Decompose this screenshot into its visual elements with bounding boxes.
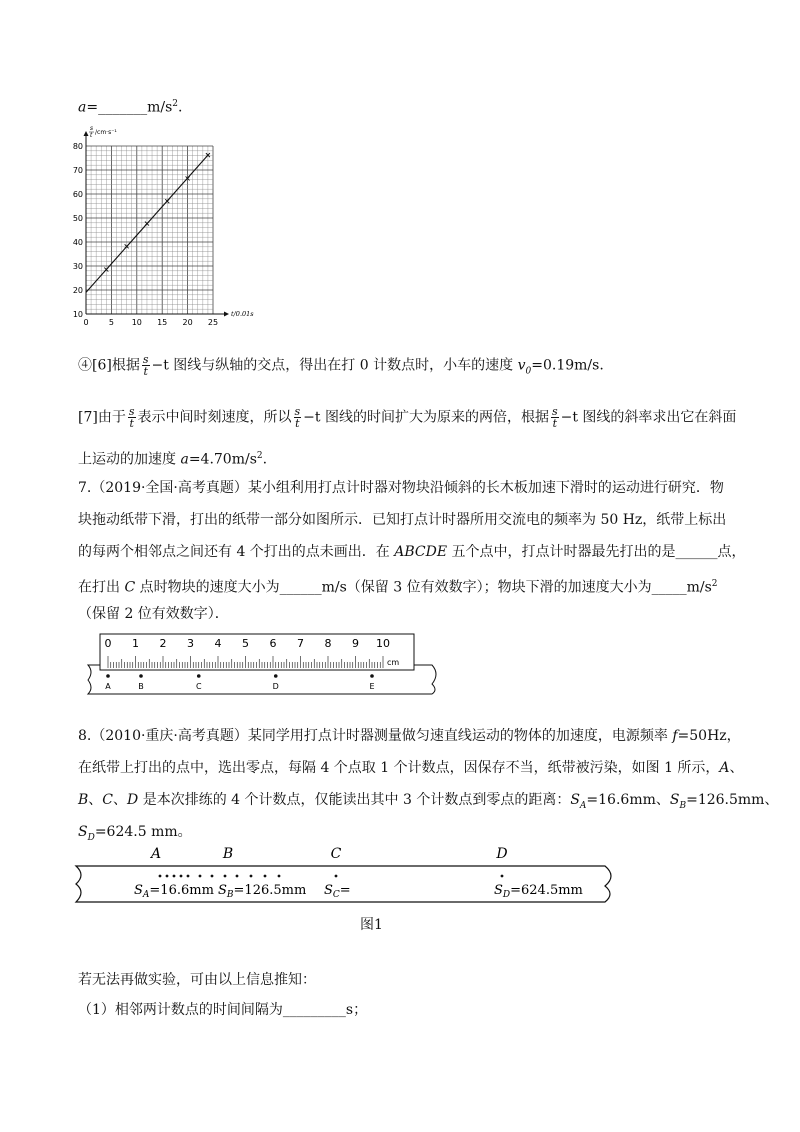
ruler-number: 1: [132, 637, 139, 650]
answer-6: [78, 354, 604, 381]
tape-dot-label: D: [272, 682, 279, 691]
accel-var: a=: [78, 99, 99, 116]
tape-dot: [370, 674, 374, 678]
x-tick-label: 15: [157, 318, 168, 327]
q8-l3f: 是本次排练的 4 个计数点，仅能读出其中 3 个计数点到零点的距离：: [138, 792, 571, 808]
a7-sup: 2: [256, 451, 263, 461]
s-over-t-fraction: [142, 354, 150, 377]
x-tick-label: 0: [83, 318, 89, 327]
answer-7-line1: [78, 406, 736, 429]
s-over-t-fraction: [128, 406, 136, 429]
tape-dot: [236, 875, 239, 878]
tape-dot: [139, 674, 143, 678]
y-tick-label: 10: [72, 310, 83, 319]
tape-point-label: A: [150, 846, 162, 862]
a7-c: −t 图线的时间扩大为原来的两倍，根据: [303, 409, 549, 426]
tape-point-label: B: [222, 846, 234, 862]
ruler-unit: cm: [387, 658, 400, 667]
q7-line5: （保留 2 位有效数字）．: [78, 606, 229, 622]
y-axis-arrow: [84, 131, 89, 136]
tape-dot: [187, 875, 190, 878]
ruler-tape-figure: [86, 632, 446, 696]
frac-num: s: [551, 405, 558, 418]
q7-blank-1: ______: [675, 544, 718, 560]
velocity-sub: 0: [525, 366, 532, 377]
frac-den: t: [552, 417, 557, 430]
tape-figure-1: [70, 844, 620, 908]
q7-points: ABCDE: [394, 544, 448, 560]
a7-l2a: 上运动的加速度: [78, 451, 181, 468]
answer-6-text: −t 图线与纵轴的交点，得出在打 0 计数点时，小车的速度: [151, 357, 518, 374]
y-tick-label: 40: [72, 238, 83, 247]
q8-line2: [78, 758, 744, 778]
q8-l2a: 在纸带上打出的点中，选出零点，每隔 4 个点取 1 个计数点，因保存不当，纸带被污染，如图 1 所示，: [78, 760, 720, 776]
q7-sup: 2: [711, 579, 718, 589]
tape-dot: [173, 875, 176, 878]
st-graph: [68, 126, 268, 338]
y-tick-label: 70: [72, 166, 83, 175]
frac-den: t: [143, 365, 148, 378]
q8-f: f: [672, 728, 678, 744]
chart-ticks: [73, 126, 254, 327]
a7-end: .: [262, 451, 268, 468]
q7-blank-3: _____: [651, 579, 687, 596]
q7-l3a: 的每两个相邻点之间还有 4 个打出的点未画出．在: [78, 544, 395, 560]
sd-val: =624.5 mm。: [94, 824, 192, 840]
q8-l1b: =50Hz，: [677, 728, 741, 744]
q7-line4: [78, 574, 718, 598]
velocity-value: =0.19m/s.: [531, 357, 604, 374]
tape-dot: [180, 875, 183, 878]
q8-A: A: [719, 760, 730, 776]
ruler-number: 2: [159, 637, 167, 650]
a7-val: =4.70m/s: [188, 451, 257, 468]
q8-l6a: （1）相邻两计数点的时间间隔为: [78, 1002, 283, 1018]
y-tick-label: 30: [72, 262, 83, 271]
ruler-number: 6: [269, 637, 277, 650]
tape-dot-label: A: [105, 682, 111, 691]
unit: m/s: [147, 99, 173, 116]
y-tick-label: 80: [72, 142, 83, 151]
q7-l4d: m/s: [686, 579, 712, 596]
q8-line6: [78, 1000, 367, 1020]
q7-line2: 块拖动纸带下滑，打出的纸带一部分如图所示．已知打点计时器所用交流电的频率为 50 Hz，纸带上标出: [78, 512, 727, 528]
y-tick-label: 50: [72, 214, 83, 223]
tape-dot: [274, 674, 278, 678]
ruler-number: 8: [324, 637, 332, 650]
y-tick-label: 20: [72, 286, 83, 295]
answer-6-prefix: ④[6]根据: [78, 357, 140, 374]
q8-line3: [78, 790, 778, 816]
q7-l4b: 点时物块的速度大小为: [135, 579, 280, 596]
q8-line5: 若无法再做实验，可由以上信息推知：: [78, 972, 316, 988]
x-tick-label: 10: [131, 318, 142, 327]
tape-dot-label: E: [369, 682, 375, 691]
ruler-body: [100, 634, 414, 670]
sb: S: [669, 792, 680, 808]
q7-line3: [78, 542, 746, 562]
tape-dot: [250, 875, 253, 878]
tape-distance-label: $S_C=$: [324, 883, 351, 900]
frac-num: s: [128, 405, 135, 418]
q8-line1: [78, 726, 741, 746]
q8-l6b: s；: [345, 1002, 368, 1018]
x-axis-arrow: [224, 312, 229, 317]
ruler-number: 5: [242, 637, 249, 650]
tape-dot: [106, 674, 110, 678]
tape-dot-label: B: [138, 682, 144, 691]
q7-l3c: 点，: [717, 544, 746, 560]
a7-b: 表示中间时刻速度，所以: [137, 409, 292, 426]
tape-dot: [335, 875, 338, 878]
x-tick-label: 20: [182, 318, 193, 327]
tape-dot: [166, 875, 169, 878]
x-axis-label: t/0.01s: [231, 310, 254, 318]
unit-exp: 2: [172, 99, 178, 109]
tape-dot: [197, 674, 201, 678]
frac-num: s: [142, 353, 149, 366]
sa-sub: A: [579, 800, 587, 811]
a7-var: a: [180, 451, 189, 468]
tape-dot: [224, 875, 227, 878]
answer-blank: _______: [98, 99, 148, 116]
tape-distance-label: $S_A=16.6mm$: [134, 883, 214, 900]
sep: 、: [88, 792, 103, 808]
ruler-number: 0: [104, 637, 112, 650]
sb-val: =126.5mm、: [686, 792, 779, 808]
sd-sub: D: [87, 832, 95, 843]
tape-dot-label: C: [195, 682, 202, 691]
s-over-t-fraction: [551, 406, 559, 429]
answer-7-line2: [78, 446, 267, 470]
sb-sub: B: [679, 800, 687, 811]
ruler-number: 3: [187, 637, 194, 650]
tape-distance-label: $S_B=126.5mm$: [218, 883, 307, 900]
sa-val: =16.6mm、: [586, 792, 670, 808]
tape-dot: [264, 875, 267, 878]
figure-caption: 图1: [360, 917, 383, 933]
sd: S: [78, 824, 88, 840]
q7-c: C: [124, 579, 136, 596]
frac-den: t: [129, 417, 134, 430]
y-axis-label-den: t: [90, 132, 93, 139]
x-tick-label: 25: [207, 318, 219, 327]
tape-dot: [278, 875, 281, 878]
tape-distance-label: $S_D=624.5mm$: [494, 883, 583, 900]
q7-line1: 7.（2019·全国·高考真题）某小组利用打点计时器对物块沿倾斜的长木板加速下滑时的运动进行研究．物: [78, 480, 724, 496]
chart-axes: [84, 131, 230, 317]
tape-point-label: D: [496, 846, 508, 862]
top-answer: [78, 94, 182, 118]
y-axis-label-num: s: [90, 126, 94, 132]
q8-B: B: [78, 792, 89, 808]
a7-d: −t 图线的斜率求出它在斜面: [560, 409, 737, 426]
q8-blank-1: _________: [282, 1002, 346, 1018]
q7-l4c: m/s（保留 3 位有效数字）；物块下滑的加速度大小为: [321, 579, 652, 596]
y-tick-label: 60: [72, 190, 83, 199]
tape-point-label: C: [330, 846, 342, 862]
tape-dot: [501, 875, 504, 878]
tape-dot: [199, 875, 202, 878]
a7-a: [7]由于: [78, 409, 126, 426]
ruler-number: 4: [214, 637, 222, 650]
sep: 、: [113, 792, 128, 808]
q7-blank-2: ______: [279, 579, 322, 596]
period: .: [178, 99, 183, 116]
ruler-number: 7: [297, 637, 304, 650]
q8-l1a: 8.（2010·重庆·高考真题）某同学用打点计时器测量做匀速直线运动的物体的加速度，电源频率: [78, 728, 673, 744]
y-axis-label-unit: /cm·s⁻¹: [95, 129, 117, 136]
q8-D: D: [127, 792, 139, 808]
frac-den: t: [295, 417, 300, 430]
q8-C: C: [102, 792, 114, 808]
ruler-number: 10: [376, 637, 390, 650]
tape-dot: [159, 875, 162, 878]
q7-l3b: 五个点中，打点计时器最先打出的是: [447, 544, 676, 560]
x-tick-label: 5: [108, 318, 114, 327]
tape-dot: [211, 875, 214, 878]
s-over-t-fraction: [294, 406, 302, 429]
q7-l4a: 在打出: [78, 579, 125, 596]
velocity-var: v: [517, 357, 526, 374]
frac-num: s: [294, 405, 301, 418]
ruler-number: 9: [352, 637, 359, 650]
q8-l2b: 、: [729, 760, 744, 776]
sa: S: [570, 792, 580, 808]
